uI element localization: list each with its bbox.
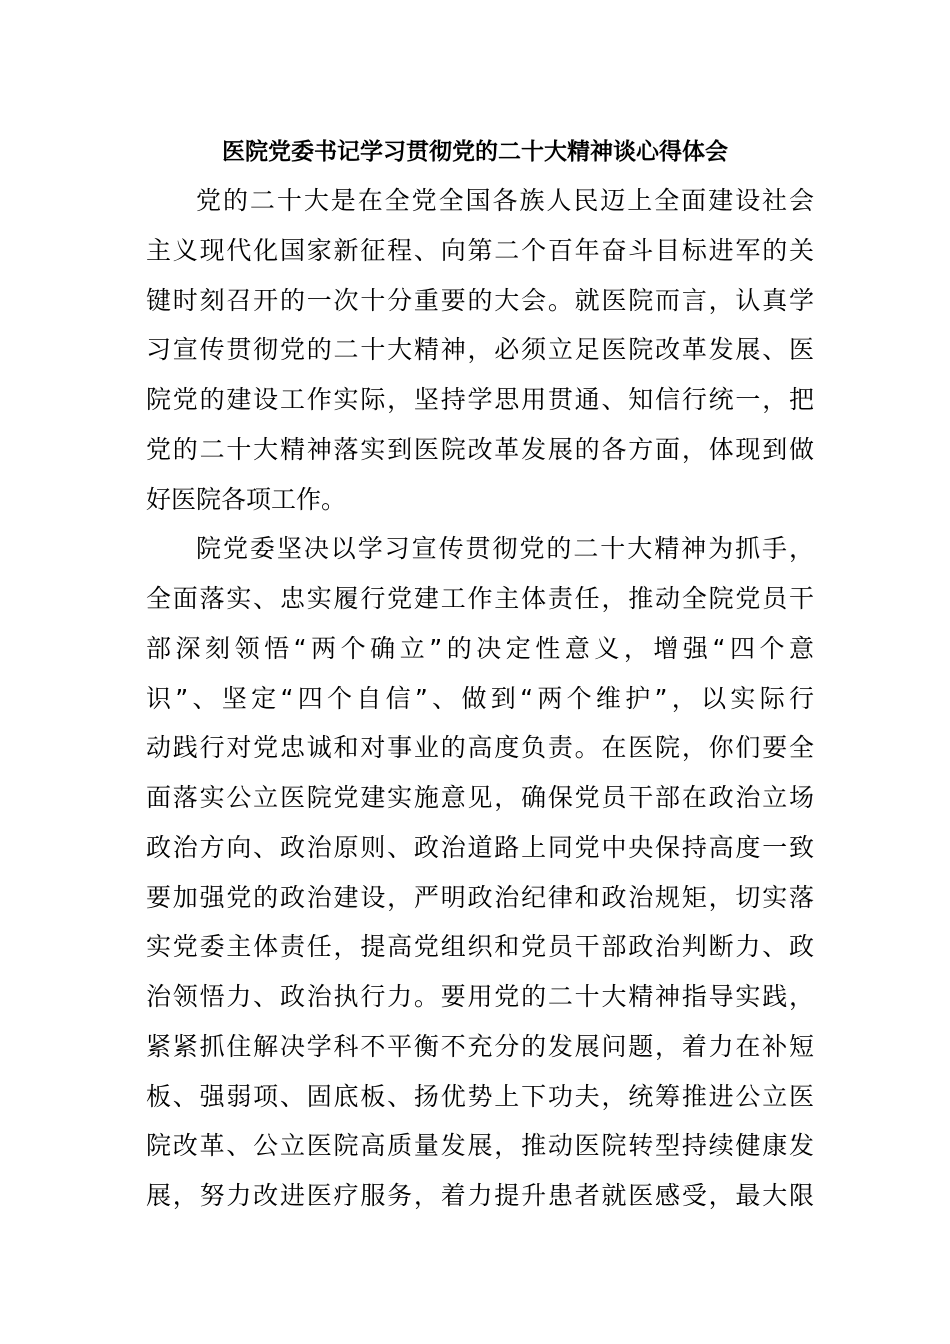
paragraph-2-line-4: 识”、坚定“四个自信”、做到“两个维护”，以实际行 (146, 683, 814, 713)
document-body (146, 176, 814, 1221)
paragraph-2-line-9: 实党委主体责任，提高党组织和党员干部政治判断力、政 (146, 932, 814, 962)
paragraph-1-line-2: 主义现代化国家新征程、向第二个百年奋斗目标进军的关 (146, 235, 814, 265)
paragraph-1-line-7: 好医院各项工作。 (146, 484, 347, 514)
paragraph-1-line-6: 党的二十大精神落实到医院改革发展的各方面，体现到做 (146, 434, 814, 464)
paragraph-2-line-13: 院改革、公立医院高质量发展，推动医院转型持续健康发 (146, 1131, 814, 1161)
paragraph-1-line-3: 键时刻召开的一次十分重要的大会。就医院而言，认真学 (146, 285, 814, 315)
paragraph-1-line-1: 党的二十大是在全党全国各族人民迈上全面建设社会 (196, 186, 814, 215)
paragraph-2-line-8: 要加强党的政治建设，严明政治纪律和政治规矩，切实落 (146, 882, 814, 912)
paragraph-2-line-10: 治领悟力、政治执行力。要用党的二十大精神指导实践， (146, 982, 814, 1011)
paragraph-2-line-3: 部深刻领悟“两个确立”的决定性意义，增强“四个意 (146, 633, 814, 663)
paragraph-2-line-11: 紧紧抓住解决学科不平衡不充分的发展问题，着力在补短 (146, 1031, 814, 1061)
paragraph-2-line-14: 展，努力改进医疗服务，着力提升患者就医感受，最大限 (146, 1181, 814, 1210)
paragraph-2-line-5: 动践行对党忠诚和对事业的高度负责。在医院，你们要全 (146, 733, 814, 763)
paragraph-2-line-7: 政治方向、政治原则、政治道路上同党中央保持高度一致 (146, 832, 814, 862)
document-title: 医院党委书记学习贯彻党的二十大精神谈心得体会 (222, 139, 728, 165)
paragraph-2-line-12: 板、强弱项、固底板、扬优势上下功夫，统筹推进公立医 (146, 1081, 814, 1111)
paragraph-2-line-6: 面落实公立医院党建实施意见，确保党员干部在政治立场 (146, 783, 814, 812)
paragraph-1-line-5: 院党的建设工作实际，坚持学思用贯通、知信行统一，把 (146, 385, 814, 414)
paragraph-2-line-2: 全面落实、忠实履行党建工作主体责任，推动全院党员干 (146, 584, 814, 613)
paragraph-1-line-4: 习宣传贯彻党的二十大精神，必须立足医院改革发展、医 (146, 335, 814, 365)
paragraph-2-line-1: 院党委坚决以学习宣传贯彻党的二十大精神为抓手， (196, 534, 814, 564)
